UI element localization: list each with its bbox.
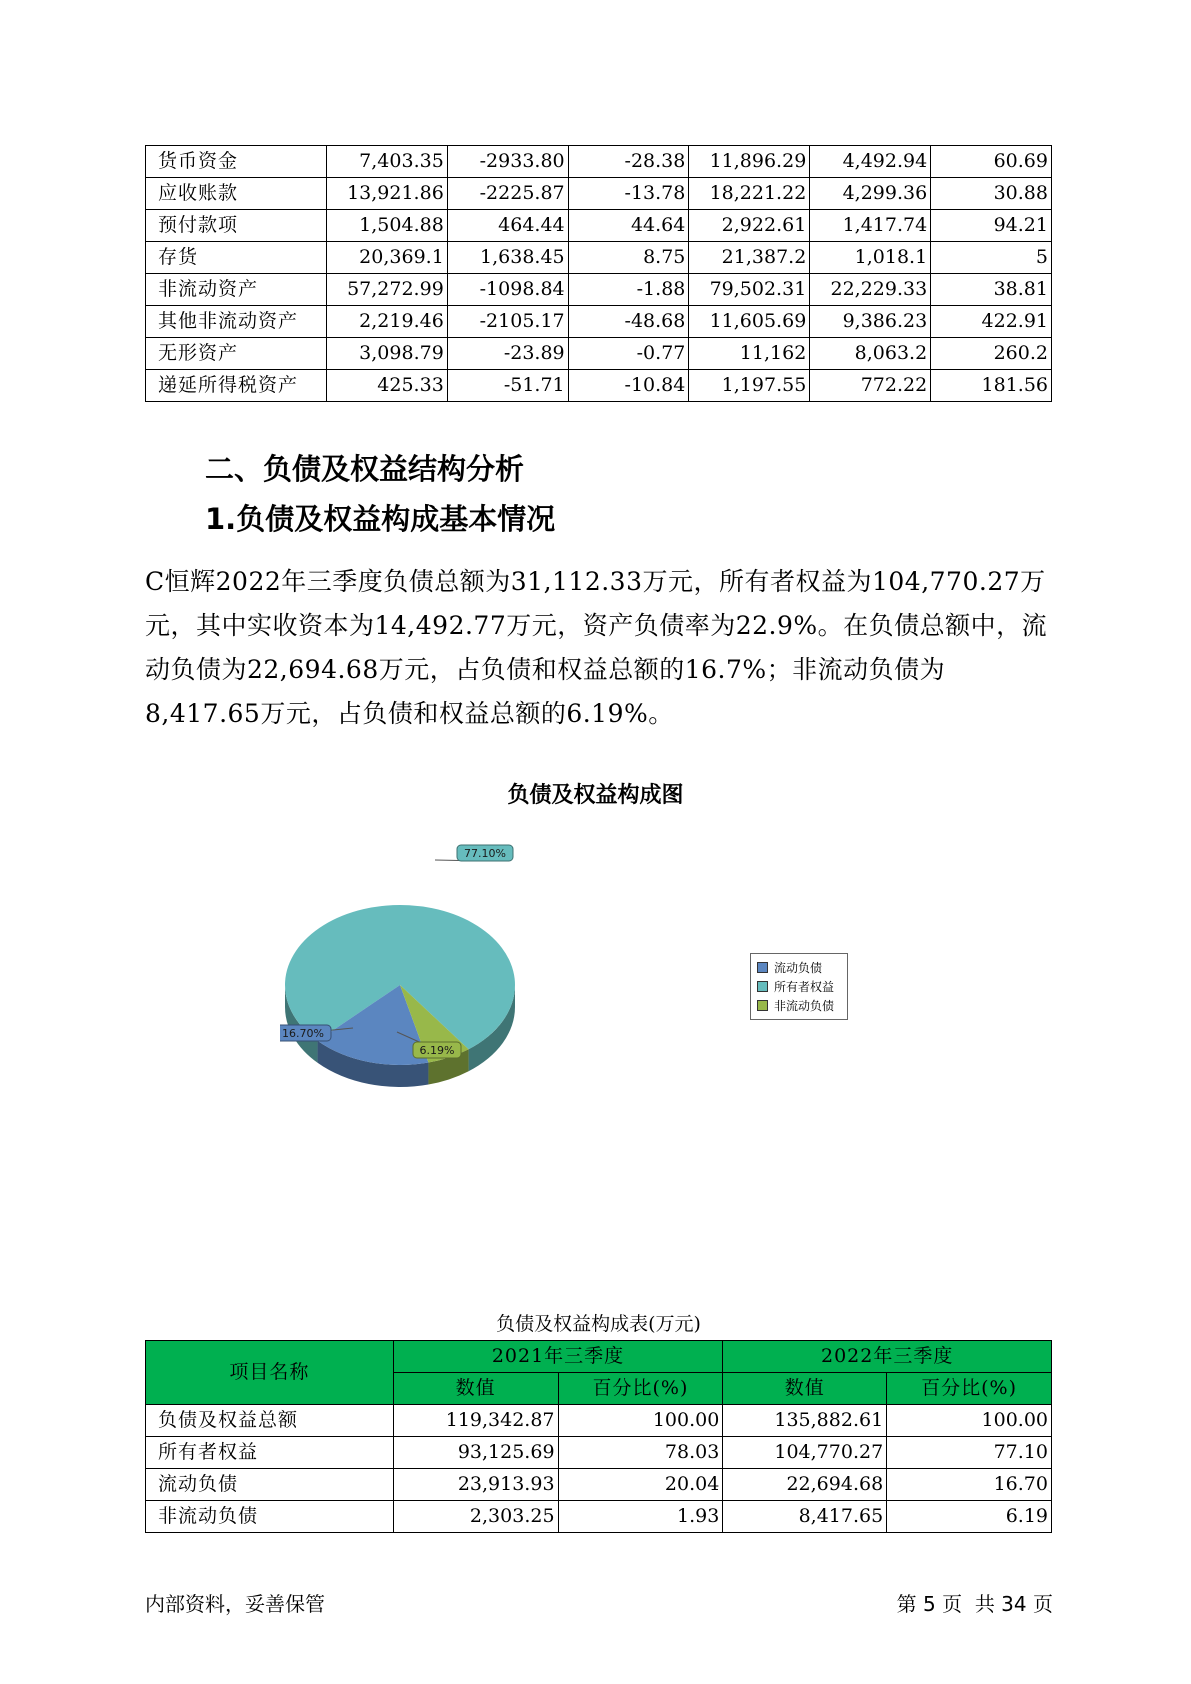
legend-item-owners-equity: [757, 977, 841, 996]
row-label: 存货: [146, 242, 327, 274]
legend-swatch: [757, 981, 768, 992]
row-label: 递延所得税资产: [146, 370, 327, 402]
table-cell: 20,369.1: [326, 242, 447, 274]
table-cell: 422.91: [931, 306, 1052, 338]
header-percent: 百分比(%): [887, 1373, 1052, 1405]
table-cell: -2225.87: [447, 178, 568, 210]
row-label: 其他非流动资产: [146, 306, 327, 338]
legend-item-noncurrent-liabilities: [757, 996, 841, 1015]
table-row: [146, 370, 1052, 402]
table-cell: -1.88: [568, 274, 689, 306]
table-row: [146, 1501, 1052, 1533]
table-cell: 44.64: [568, 210, 689, 242]
table-cell: -23.89: [447, 338, 568, 370]
header-item-name: 项目名称: [146, 1341, 394, 1405]
table-cell: 77.10: [887, 1437, 1052, 1469]
legend-item-current-liabilities: [757, 958, 841, 977]
table-cell: 11,162: [689, 338, 810, 370]
chart-title: 负债及权益构成图: [507, 783, 684, 808]
row-label: 流动负债: [146, 1469, 394, 1501]
row-label: 应收账款: [146, 178, 327, 210]
table-cell: 23,913.93: [393, 1469, 558, 1501]
chart-legend: [750, 953, 848, 1020]
table-cell: 425.33: [326, 370, 447, 402]
footer-page-number: 第 5 页 共 34 页: [896, 1592, 1053, 1616]
row-label: 预付款项: [146, 210, 327, 242]
table-cell: 2,219.46: [326, 306, 447, 338]
table-cell: 60.69: [931, 146, 1052, 178]
table-cell: -10.84: [568, 370, 689, 402]
table-cell: 8,063.2: [810, 338, 931, 370]
table-row: [146, 338, 1052, 370]
table-cell: 3,098.79: [326, 338, 447, 370]
row-label: 无形资产: [146, 338, 327, 370]
table-cell: -0.77: [568, 338, 689, 370]
legend-label: 所有者权益: [774, 980, 835, 994]
table-cell: 18,221.22: [689, 178, 810, 210]
table-cell: 21,387.2: [689, 242, 810, 274]
table-cell: 5: [931, 242, 1052, 274]
row-label: 负债及权益总额: [146, 1405, 394, 1437]
table-cell: 104,770.27: [723, 1437, 887, 1469]
table-cell: 119,342.87: [393, 1405, 558, 1437]
table-cell: 11,896.29: [689, 146, 810, 178]
summary-table: [145, 1340, 1052, 1533]
table-cell: 464.44: [447, 210, 568, 242]
table-row: [146, 274, 1052, 306]
table-cell: 78.03: [558, 1437, 723, 1469]
table-cell: -2933.80: [447, 146, 568, 178]
table-cell: 6.19: [887, 1501, 1052, 1533]
table-cell: 2,303.25: [393, 1501, 558, 1533]
data-label: 77.10%: [464, 847, 506, 860]
header-value: 数值: [393, 1373, 558, 1405]
table-cell: 9,386.23: [810, 306, 931, 338]
table-cell: 1,197.55: [689, 370, 810, 402]
table-cell: 1,504.88: [326, 210, 447, 242]
table-cell: 94.21: [931, 210, 1052, 242]
table-cell: 93,125.69: [393, 1437, 558, 1469]
table-row: [146, 1405, 1052, 1437]
table-cell: 2,922.61: [689, 210, 810, 242]
table-cell: -2105.17: [447, 306, 568, 338]
legend-label: 流动负债: [774, 961, 823, 975]
legend-swatch: [757, 962, 768, 973]
table-cell: 4,299.36: [810, 178, 931, 210]
legend-swatch: [757, 1000, 768, 1011]
table-row: [146, 178, 1052, 210]
table-cell: 57,272.99: [326, 274, 447, 306]
row-label: 非流动资产: [146, 274, 327, 306]
asset-table: [145, 145, 1052, 402]
table-cell: 1,018.1: [810, 242, 931, 274]
table-cell: 22,229.33: [810, 274, 931, 306]
table-cell: 79,502.31: [689, 274, 810, 306]
header-year-2022: 2022年三季度: [723, 1341, 1052, 1373]
table-cell: 8,417.65: [723, 1501, 887, 1533]
table-cell: -28.38: [568, 146, 689, 178]
row-label: 所有者权益: [146, 1437, 394, 1469]
table-cell: -13.78: [568, 178, 689, 210]
table-cell: 13,921.86: [326, 178, 447, 210]
table-cell: 772.22: [810, 370, 931, 402]
section-subheading: 1.负债及权益构成基本情况: [205, 502, 556, 536]
header-value: 数值: [723, 1373, 887, 1405]
table-cell: 30.88: [931, 178, 1052, 210]
data-label: 16.70%: [282, 1027, 324, 1040]
table-cell: 100.00: [887, 1405, 1052, 1437]
table-cell: 260.2: [931, 338, 1052, 370]
table-cell: 1,417.74: [810, 210, 931, 242]
table-cell: 38.81: [931, 274, 1052, 306]
analysis-paragraph: C恒辉2022年三季度负债总额为31,112.33万元，所有者权益为104,770.27万元，其中实收资本为14,492.77万元，资产负债率为22.9%。在负债总额中，流动负债为22,694.68万元，占负债和权益总额的16.7%；非流动负债为8,417.65万元，占负债和权益总额的6.19%。: [145, 567, 1048, 728]
header-year-2021: 2021年三季度: [393, 1341, 723, 1373]
table-caption: 负债及权益构成表(万元): [496, 1313, 701, 1335]
table-cell: 16.70: [887, 1469, 1052, 1501]
table-cell: 7,403.35: [326, 146, 447, 178]
table-cell: 100.00: [558, 1405, 723, 1437]
table-cell: -51.71: [447, 370, 568, 402]
footer-confidential-note: 内部资料，妥善保管: [145, 1592, 325, 1616]
header-percent: 百分比(%): [558, 1373, 723, 1405]
table-cell: 20.04: [558, 1469, 723, 1501]
table-cell: 1,638.45: [447, 242, 568, 274]
row-label: 非流动负债: [146, 1501, 394, 1533]
table-row: [146, 306, 1052, 338]
table-cell: 181.56: [931, 370, 1052, 402]
pie-chart: [280, 835, 610, 1095]
section-heading: 二、负债及权益结构分析: [205, 452, 525, 486]
table-cell: -48.68: [568, 306, 689, 338]
table-cell: 1.93: [558, 1501, 723, 1533]
data-label: 6.19%: [419, 1044, 455, 1057]
table-row: [146, 210, 1052, 242]
table-cell: 8.75: [568, 242, 689, 274]
table-row: [146, 1469, 1052, 1501]
table-row: [146, 1437, 1052, 1469]
table-cell: 135,882.61: [723, 1405, 887, 1437]
row-label: 货币资金: [146, 146, 327, 178]
table-row: [146, 242, 1052, 274]
table-cell: 11,605.69: [689, 306, 810, 338]
legend-label: 非流动负债: [774, 999, 835, 1013]
table-cell: -1098.84: [447, 274, 568, 306]
table-cell: 22,694.68: [723, 1469, 887, 1501]
table-cell: 4,492.94: [810, 146, 931, 178]
table-row: [146, 146, 1052, 178]
